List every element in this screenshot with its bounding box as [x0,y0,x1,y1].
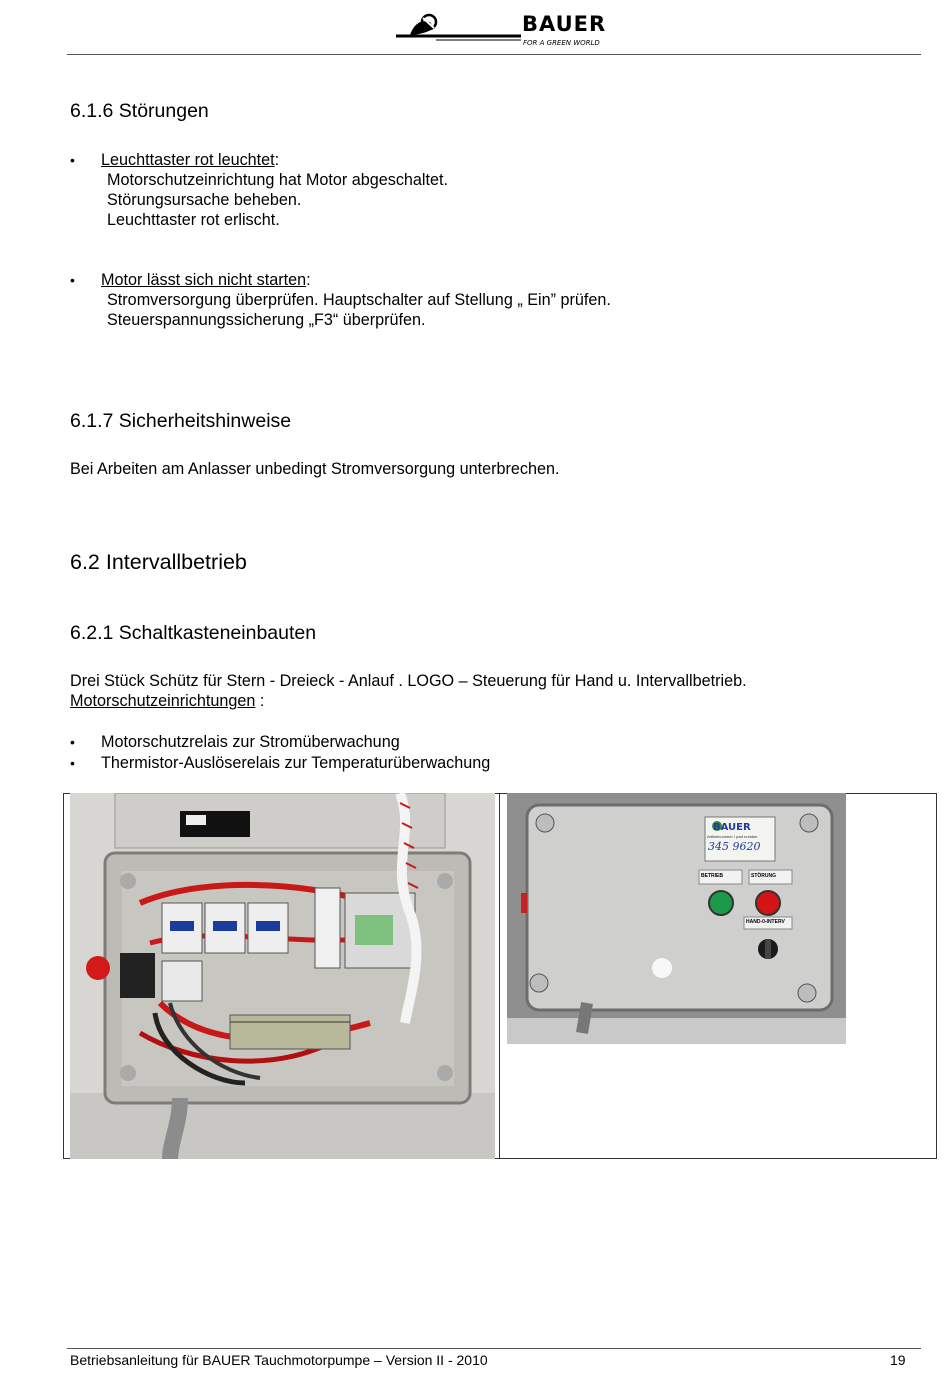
photo-closed-control-box [507,793,846,1044]
lamp-label-stoerung: STÖRUNG [751,873,776,879]
bauer-logo [396,6,608,50]
footer-text: Betriebsanleitung für BAUER Tauchmotorpumpe – Version II - 2010 [70,1352,488,1368]
list-item-label [101,150,279,170]
photo-table-divider [499,793,500,1159]
colon: : [274,151,280,169]
colon: : [255,692,265,710]
fault-label-red-lamp: Leuchttaster rot leuchtet [101,151,275,169]
photo-open-control-box [70,793,495,1159]
section-title-6-2-1: 6.2.1 Schaltkasteneinbauten [70,622,317,644]
selector-label: HAND-0-INTERV [746,919,785,925]
list-item: Motorschutzrelais zur Stromüberwachung [101,733,400,751]
brand-name: BAUER [522,12,607,36]
body-text [70,691,264,711]
fault-label-motor-no-start: Motor lässt sich nicht starten [101,271,307,289]
lamp-label-betrieb: BETRIEB [701,873,723,879]
body-text: Drei Stück Schütz für Stern - Dreieck - Anlauf . LOGO – Steuerung für Hand u. Intervallbetrieb. [70,672,747,690]
bullet-icon: • [70,272,75,288]
box-label-handwritten: 345 9620 [708,840,761,853]
footer-rule [67,1348,921,1349]
header-rule [67,54,921,55]
box-label-sub: Artikelnummer / part number [707,834,758,839]
section-title-6-2: 6.2 Intervallbetrieb [70,550,247,574]
bullet-icon: • [70,734,75,750]
safety-note: Bei Arbeiten am Anlasser unbedingt Stromversorgung unterbrechen. [70,460,560,478]
list-item: Thermistor-Auslöserelais zur Temperaturüberwachung [101,754,491,772]
colon: : [306,271,311,289]
list-item-label [101,270,311,290]
page-number: 19 [890,1352,906,1368]
section-title-6-1-6: 6.1.6 Störungen [70,100,209,122]
bullet-icon: • [70,152,75,168]
instruction-line: Störungsursache beheben. [107,191,302,209]
instruction-line: Steuerspannungssicherung „F3“ überprüfen. [107,311,426,329]
brand-tagline: FOR A GREEN WORLD [523,39,600,47]
bullet-icon: • [70,755,75,771]
section-title-6-1-7: 6.1.7 Sicherheitshinweise [70,410,292,432]
instruction-line: Stromversorgung überprüfen. Hauptschalter auf Stellung „ Ein” prüfen. [107,291,611,309]
logo-mark-icon [396,6,526,50]
motor-protection-label: Motorschutzeinrichtungen [70,692,256,710]
instruction-line: Leuchttaster rot erlischt. [107,211,280,229]
box-label-brand: BAUER [713,822,751,833]
instruction-line: Motorschutzeinrichtung hat Motor abgeschaltet. [107,171,449,189]
